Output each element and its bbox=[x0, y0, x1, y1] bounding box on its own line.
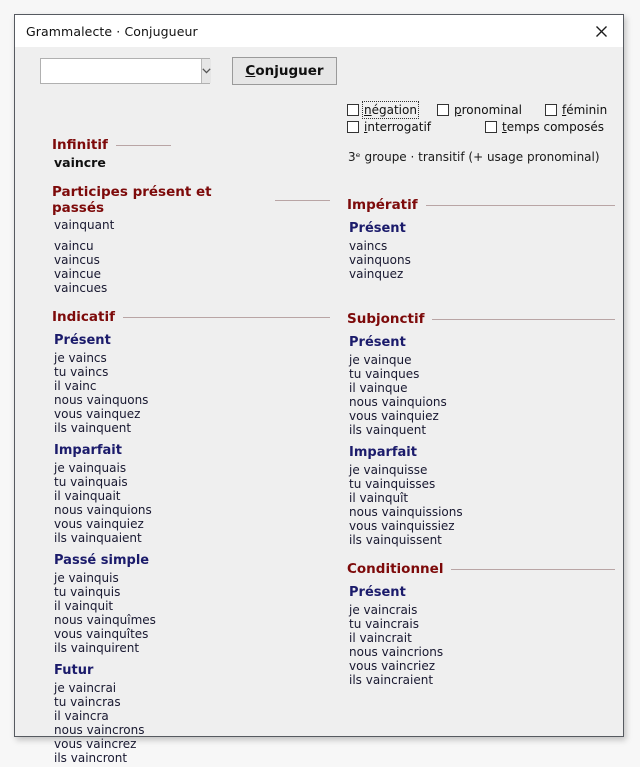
form-item: tu vainques bbox=[349, 367, 420, 381]
tense-forms bbox=[54, 461, 330, 545]
section-heading-imperatif bbox=[347, 197, 615, 213]
section-heading-conditionnel bbox=[347, 561, 615, 577]
heading-text: Conditionnel bbox=[347, 561, 444, 577]
window-content bbox=[15, 47, 623, 765]
label-rest: égation bbox=[371, 103, 417, 117]
heading-text: Subjonctif bbox=[347, 311, 425, 327]
checkbox-label bbox=[562, 103, 607, 117]
form-item: tu vaincs bbox=[54, 365, 109, 379]
checkbox-label bbox=[502, 120, 604, 134]
heading-text: Indicatif bbox=[52, 309, 115, 325]
tense-heading: Imparfait bbox=[349, 445, 417, 460]
conjuguer-accel: C bbox=[245, 63, 256, 79]
section-heading-participes bbox=[52, 184, 330, 216]
checkbox-label bbox=[364, 120, 431, 134]
form-item: ils vainquissent bbox=[349, 533, 442, 547]
heading-rule bbox=[451, 569, 615, 570]
tense-heading: Imparfait bbox=[54, 443, 122, 458]
form-item: vous vaincrez bbox=[54, 737, 137, 751]
tense-forms bbox=[349, 239, 615, 281]
tense-forms bbox=[54, 351, 330, 435]
form-item: ils vaincraient bbox=[349, 673, 434, 687]
verb-combobox[interactable] bbox=[40, 58, 210, 84]
label-rest: emps composés bbox=[506, 120, 604, 134]
heading-rule bbox=[116, 145, 171, 146]
section-heading-indicatif bbox=[52, 309, 330, 325]
form-item: vaincu bbox=[54, 239, 94, 253]
label-rest: nterrogatif bbox=[367, 120, 432, 134]
form-item: vous vaincriez bbox=[349, 659, 436, 673]
checkbox-feminin[interactable] bbox=[545, 103, 607, 117]
form-item: tu vaincrais bbox=[349, 617, 419, 631]
section-imperatif bbox=[335, 197, 615, 281]
form-item: ils vainquaient bbox=[54, 531, 142, 545]
label-rest: éminin bbox=[566, 103, 608, 117]
tense-heading: Passé simple bbox=[54, 553, 150, 568]
conjuguer-button[interactable] bbox=[232, 57, 337, 85]
window-title: Grammalecte · Conjugueur bbox=[26, 23, 198, 39]
section-heading-infinitif bbox=[52, 137, 330, 153]
label-rest: ronominal bbox=[461, 103, 522, 117]
tense-forms bbox=[349, 353, 615, 437]
checkbox-temps-composes[interactable] bbox=[485, 120, 604, 134]
heading-text: Participes présent et passés bbox=[52, 184, 212, 216]
checkbox-label bbox=[364, 103, 417, 117]
left-column bbox=[40, 137, 330, 765]
right-column bbox=[335, 137, 615, 687]
form-item: tu vainquisses bbox=[349, 477, 436, 491]
section-heading-subjonctif bbox=[347, 311, 615, 327]
section-participes bbox=[40, 184, 330, 295]
form-item: il vaincra bbox=[54, 709, 109, 723]
verb-group-info: 3ᵉ groupe · transitif (+ usage pronominal) bbox=[348, 150, 600, 164]
section-indicatif bbox=[40, 309, 330, 765]
heading-rule bbox=[275, 200, 330, 201]
form-item: ils vainquirent bbox=[54, 641, 140, 655]
tense-heading: Présent bbox=[349, 335, 406, 350]
tense-heading: Présent bbox=[349, 585, 406, 600]
tense-heading: Présent bbox=[349, 221, 406, 236]
tense-forms bbox=[349, 463, 615, 547]
form-item: tu vainquais bbox=[54, 475, 128, 489]
tense-forms bbox=[54, 681, 330, 765]
form-item: vous vainquîtes bbox=[54, 627, 149, 641]
form-item: il vainquit bbox=[54, 599, 114, 613]
form-item: vaincus bbox=[54, 253, 100, 267]
form-item: nous vainquions bbox=[54, 503, 152, 517]
checkbox-interrogatif[interactable] bbox=[347, 120, 431, 134]
form-item: il vainquît bbox=[349, 491, 409, 505]
form-item: je vaincrai bbox=[54, 681, 117, 695]
accel-char: t bbox=[502, 120, 507, 134]
form-item: il vainquait bbox=[54, 489, 121, 503]
form-item: vainquons bbox=[349, 253, 411, 267]
heading-text: Infinitif bbox=[52, 137, 108, 153]
checkbox-negation[interactable] bbox=[347, 103, 417, 117]
tense-forms bbox=[54, 571, 330, 655]
form-item: vainquez bbox=[349, 267, 404, 281]
form-item: vaincs bbox=[349, 239, 388, 253]
form-item: nous vaincrions bbox=[349, 645, 444, 659]
form-item: je vainque bbox=[349, 353, 412, 367]
form-item: vaincues bbox=[54, 281, 108, 295]
accel-char: n bbox=[364, 103, 372, 117]
accel-char: f bbox=[562, 103, 567, 117]
tense-forms bbox=[349, 603, 615, 687]
form-item: ils vaincront bbox=[54, 751, 128, 765]
form-item: nous vaincrons bbox=[54, 723, 145, 737]
form-item: vous vainquez bbox=[54, 407, 141, 421]
heading-text: Impératif bbox=[347, 197, 418, 213]
section-subjonctif bbox=[335, 311, 615, 547]
form-item: vous vainquiez bbox=[54, 517, 144, 531]
form-item: nous vainquons bbox=[54, 393, 149, 407]
form-item: il vaincrait bbox=[349, 631, 412, 645]
checkbox-box bbox=[545, 104, 557, 116]
form-item: je vainquisse bbox=[349, 463, 428, 477]
checkbox-box bbox=[485, 121, 497, 133]
section-conditionnel bbox=[335, 561, 615, 687]
form-item: ils vainquent bbox=[349, 423, 427, 437]
participes-list bbox=[54, 218, 330, 295]
checkbox-box bbox=[347, 104, 359, 116]
form-item: je vainquais bbox=[54, 461, 127, 475]
form-item: je vaincs bbox=[54, 351, 107, 365]
heading-rule bbox=[432, 319, 615, 320]
accel-char: i bbox=[364, 120, 368, 134]
toolbar bbox=[15, 47, 623, 99]
form-item: ils vainquent bbox=[54, 421, 132, 435]
form-item: tu vainquis bbox=[54, 585, 121, 599]
checkbox-box bbox=[437, 104, 449, 116]
form-item: il vainque bbox=[349, 381, 408, 395]
form-item: nous vainquîmes bbox=[54, 613, 156, 627]
form-item: je vaincrais bbox=[349, 603, 418, 617]
form-item: nous vainquissions bbox=[349, 505, 463, 519]
infinitif-form: vaincre bbox=[54, 155, 106, 170]
heading-rule bbox=[426, 205, 615, 206]
form-item: vous vainquiez bbox=[349, 409, 439, 423]
conjugueur-window bbox=[14, 14, 624, 765]
checkbox-pronominal[interactable] bbox=[437, 103, 522, 117]
tense-heading: Futur bbox=[54, 663, 94, 678]
form-item: il vainc bbox=[54, 379, 97, 393]
checkbox-label bbox=[454, 103, 522, 117]
title-bar bbox=[15, 15, 623, 47]
heading-rule bbox=[123, 317, 330, 318]
form-item: vaincue bbox=[54, 267, 101, 281]
checkbox-box bbox=[347, 121, 359, 133]
form-item: nous vainquions bbox=[349, 395, 447, 409]
chevron-down-icon[interactable] bbox=[201, 59, 211, 83]
accel-char: p bbox=[454, 103, 462, 117]
conjuguer-label: onjuguer bbox=[255, 63, 324, 79]
tense-heading: Présent bbox=[54, 333, 111, 348]
form-item: tu vaincras bbox=[54, 695, 121, 709]
form-item: vainquant bbox=[54, 218, 115, 232]
form-item: je vainquis bbox=[54, 571, 119, 585]
verb-input[interactable] bbox=[41, 59, 201, 83]
form-item: vous vainquissiez bbox=[349, 519, 455, 533]
close-icon[interactable] bbox=[579, 15, 623, 47]
section-infinitif bbox=[40, 137, 330, 170]
